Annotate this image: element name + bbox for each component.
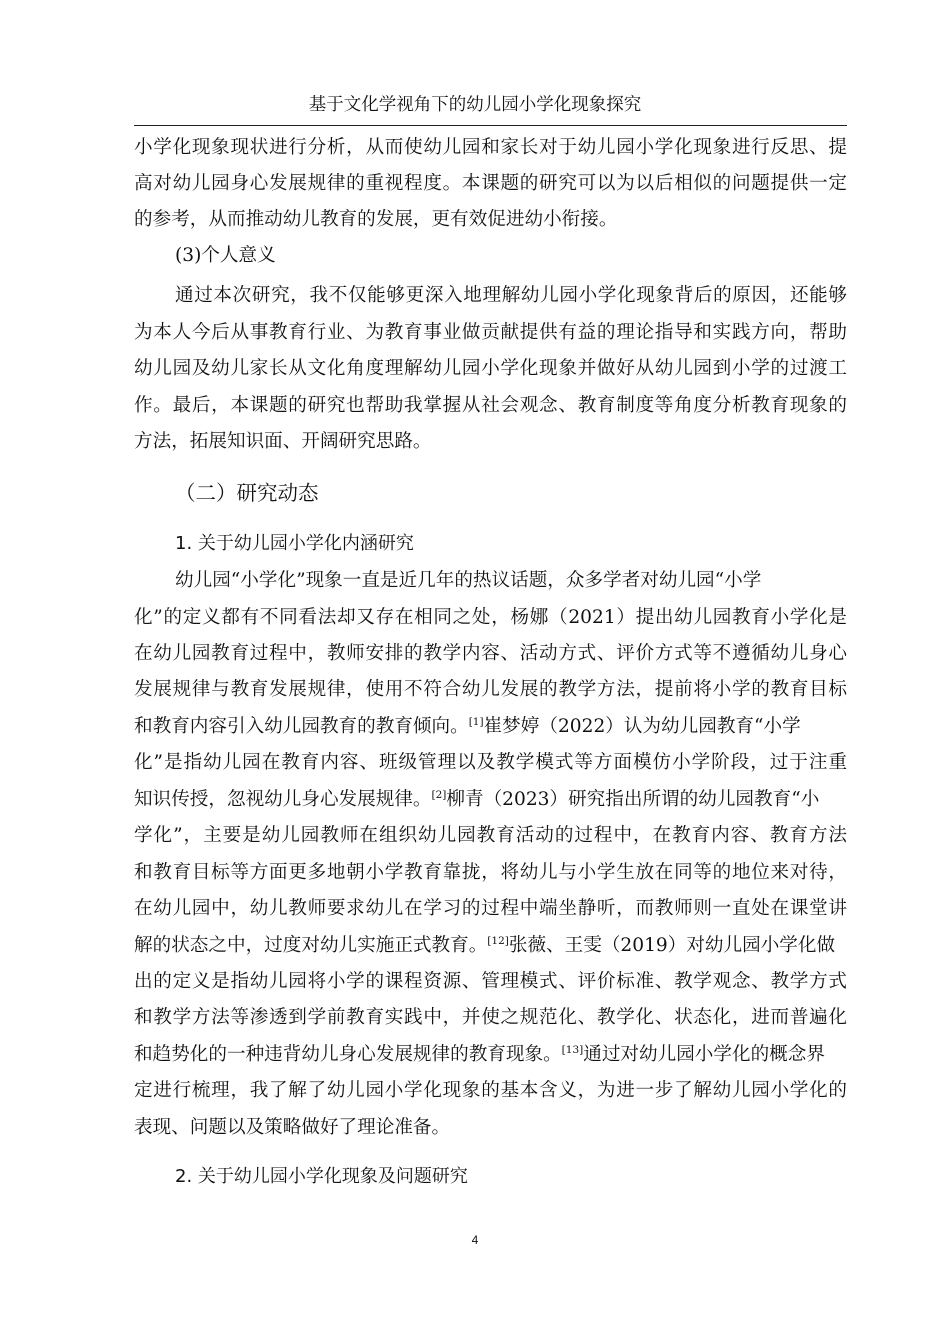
text-line: 幼儿园“小学化”现象一直是近几年的热议话题，众多学者对幼儿园“小学 xyxy=(175,570,762,591)
text-line: 出的定义是指幼儿园将小学的课程资源、管理模式、评价标准、教学观念、教学方式 xyxy=(134,971,847,992)
text-line-with-citation xyxy=(134,928,847,964)
text-line: 化”的定义都有不同看法却又存在相同之处，杨娜（2021）提出幼儿园教育小学化是 xyxy=(134,607,847,628)
subsection-heading-1: 1. 关于幼儿园小学化内涵研究 xyxy=(175,533,414,554)
header-rule xyxy=(134,125,847,126)
text-line-with-citation xyxy=(134,782,847,818)
citation-ref: [12] xyxy=(487,935,509,947)
subsection-heading-2: 2. 关于幼儿园小学化现象及问题研究 xyxy=(175,1166,468,1187)
text-segment: 通过对幼儿园小学化的概念界 xyxy=(583,1044,825,1065)
text-segment: 和趋势化的一种违背幼儿身心发展规律的教育现象。 xyxy=(134,1044,562,1065)
citation-ref: [1] xyxy=(468,716,484,728)
text-line: 学化”，主要是幼儿园教师在组织幼儿园教育活动的过程中，在教育内容、教育方法 xyxy=(134,825,847,846)
page-number: 4 xyxy=(471,1233,479,1247)
text-line: 通过本次研究，我不仅能够更深入地理解幼儿园小学化现象背后的原因，还能够 xyxy=(175,285,847,306)
running-header: 基于文化学视角下的幼儿园小学化现象探究 xyxy=(308,95,642,115)
section-heading: （二）研究动态 xyxy=(175,481,319,505)
text-line: 小学化现象现状进行分析，从而使幼儿园和家长对于幼儿园小学化现象进行反思、提 xyxy=(134,137,847,158)
text-line-with-citation xyxy=(134,1037,847,1073)
text-line: 作。最后，本课题的研究也帮助我掌握从社会观念、教育制度等角度分析教育现象的 xyxy=(134,395,847,416)
text-line: 在幼儿园中，幼儿教师要求幼儿在学习的过程中端坐静听，而教师则一直处在课堂讲 xyxy=(134,898,847,919)
text-line: 方法，拓展知识面、开阔研究思路。 xyxy=(134,431,432,452)
text-line: 在幼儿园教育过程中，教师安排的教学内容、活动方式、评价方式等不遵循幼儿身心 xyxy=(134,643,847,664)
text-segment: 和教育内容引入幼儿园教育的教育倾向。 xyxy=(134,716,469,737)
text-line: 和教学方法等渗透到学前教育实践中，并使之规范化、教学化、状态化，进而普遍化 xyxy=(134,1007,847,1028)
text-line: 高对幼儿园身心发展规律的重视程度。本课题的研究可以为以后相似的问题提供一定 xyxy=(134,173,847,194)
text-segment: 柳青（2023）研究指出所谓的幼儿园教育“小 xyxy=(446,789,820,810)
text-line: 和教育目标等方面更多地朝小学教育靠拢，将幼儿与小学生放在同等的地位来对待， xyxy=(134,862,847,883)
text-line: 为本人今后从事教育行业、为教育事业做贡献提供有益的理论指导和实践方向，帮助 xyxy=(134,322,847,343)
citation-ref: [2] xyxy=(431,789,447,801)
text-line: 发展规律与教育发展规律，使用不符合幼儿发展的教学方法，提前将小学的教育目标 xyxy=(134,679,847,700)
text-line: 幼儿园及幼儿家长从文化角度理解幼儿园小学化现象并做好从幼儿园到小学的过渡工 xyxy=(134,358,847,379)
text-segment: 知识传授，忽视幼儿身心发展规律。 xyxy=(134,789,432,810)
text-line-with-citation xyxy=(134,709,847,745)
text-line: 的参考，从而推动幼儿教育的发展，更有效促进幼小衔接。 xyxy=(134,209,618,230)
text-line: 化”是指幼儿园在教育内容、班级管理以及教学模式等方面模仿小学阶段，过于注重 xyxy=(134,752,847,773)
subheading-personal: (3)个人意义 xyxy=(175,245,276,266)
text-segment: 解的状态之中，过度对幼儿实施正式教育。 xyxy=(134,935,488,956)
citation-ref: [13] xyxy=(561,1044,584,1056)
text-line: 表现、问题以及策略做好了理论准备。 xyxy=(134,1117,451,1138)
text-segment: 崔梦婷（2022）认为幼儿园教育“小学 xyxy=(483,716,801,737)
text-line: 定进行梳理，我了解了幼儿园小学化现象的基本含义，为进一步了解幼儿园小学化的 xyxy=(134,1080,847,1101)
text-segment: 张薇、王雯（2019）对幼儿园小学化做 xyxy=(508,935,836,956)
